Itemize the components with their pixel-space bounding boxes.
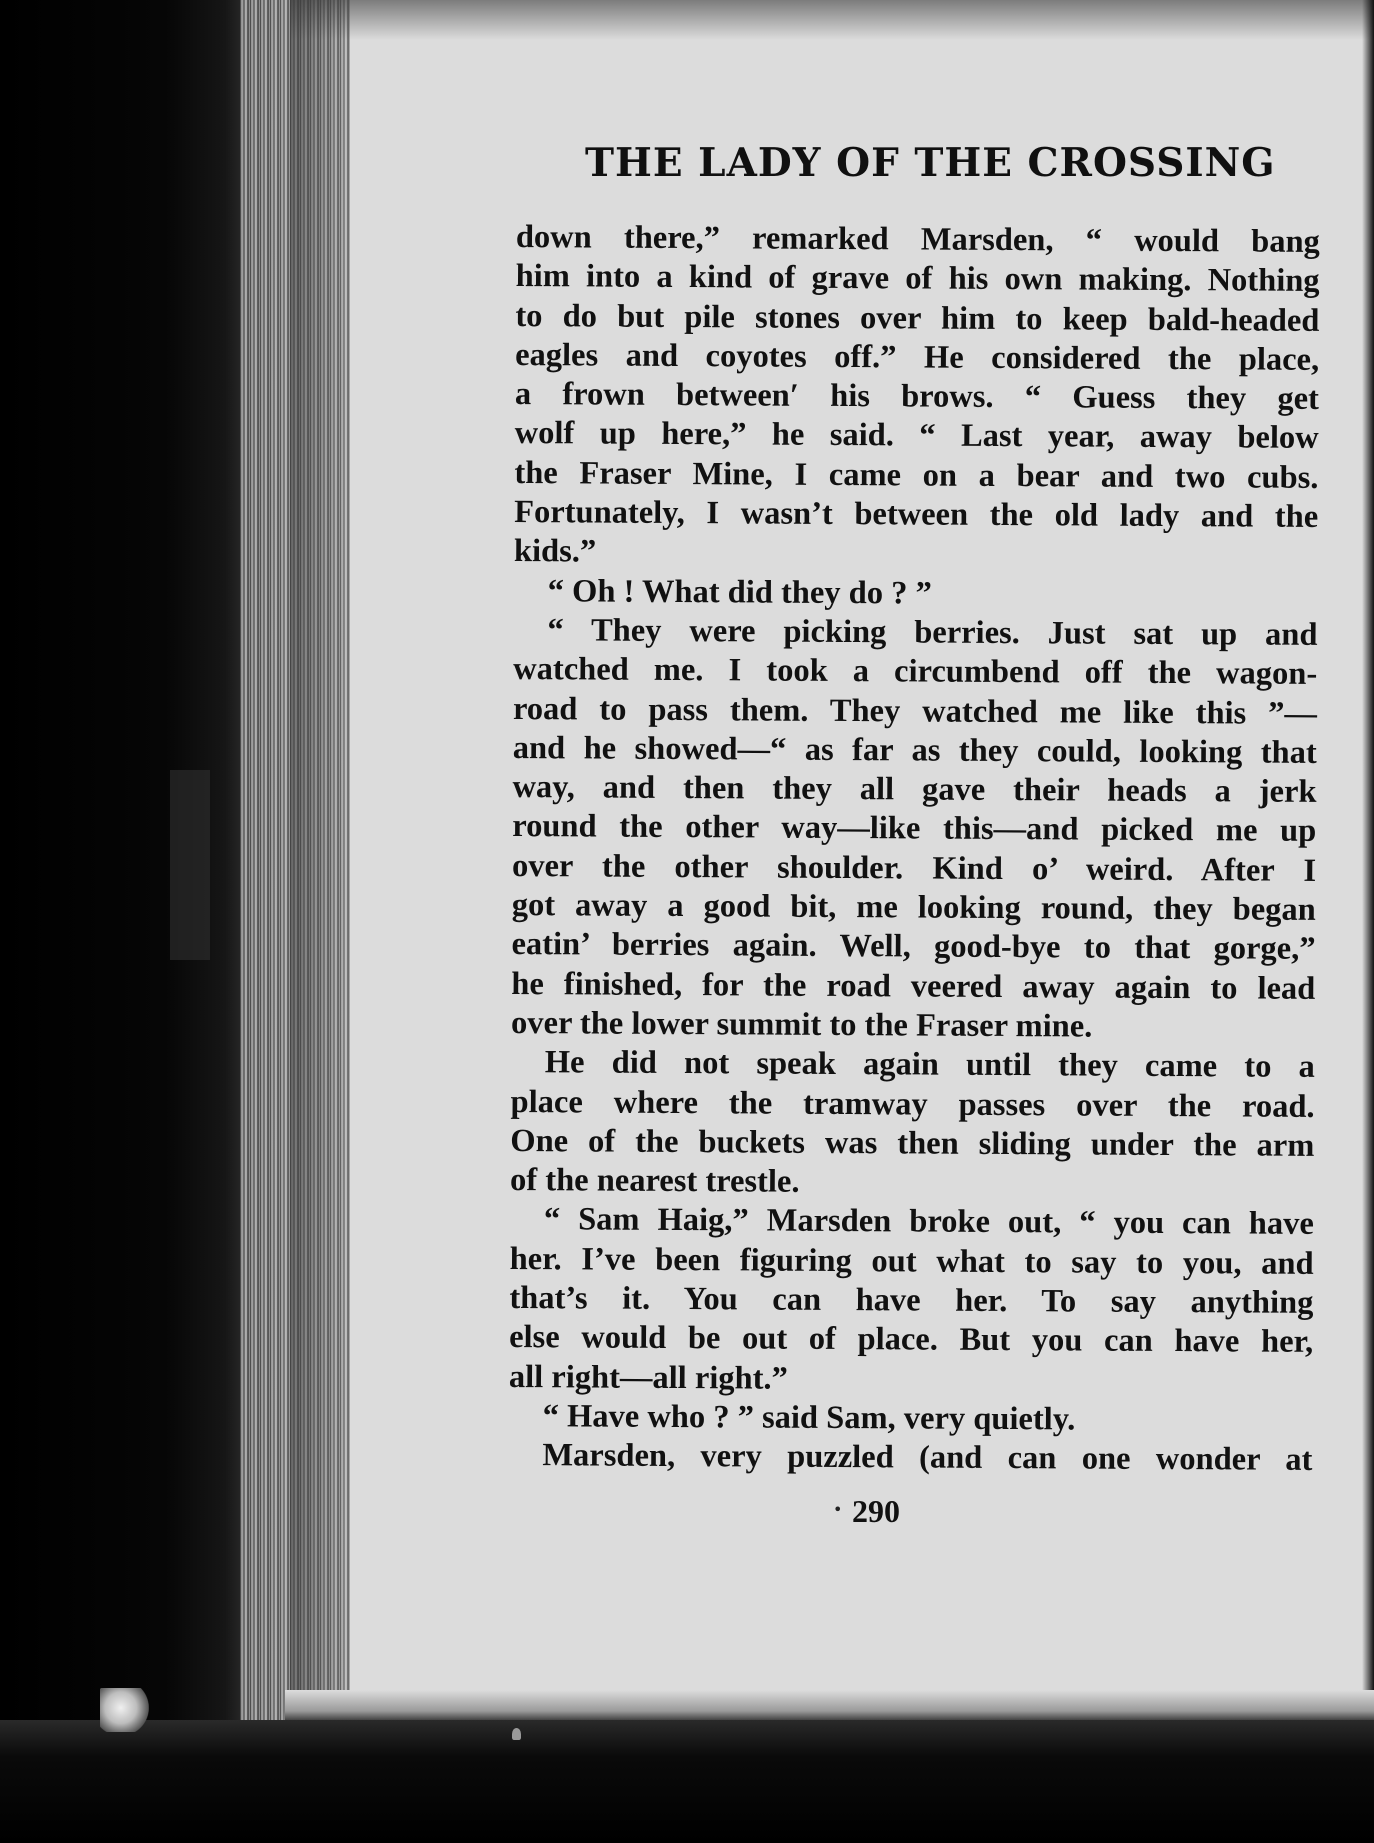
text-line: the Fraser Mine, I came on a bear and two cubs. <box>514 454 1319 496</box>
text-line: he finished, for the road veered away again to lead <box>511 965 1316 1007</box>
text-line: He did not speak again until they came to a <box>544 1044 1315 1086</box>
text-line: eagles and coyotes off.” He considered the place, <box>515 336 1320 378</box>
text-line: eatin’ berries again. Well, good-bye to that gorge,” <box>511 926 1316 968</box>
body-text <box>508 218 1320 1480</box>
text-line: round the other way—like this—and picked me up <box>512 808 1317 850</box>
top-edge-shadow <box>290 0 1374 40</box>
text-line: down there,” remarked Marsden, “ would bang <box>515 218 1320 260</box>
text-line: over the other shoulder. Kind o’ weird. After I <box>511 847 1317 889</box>
text-line: all right—all right.” <box>508 1358 788 1397</box>
text-line: way, and then they all gave their heads a jerk <box>512 769 1317 811</box>
text-line: Marsden, very puzzled (and can one wonder at <box>542 1437 1313 1479</box>
text-line: kids.” <box>513 533 597 570</box>
text-line: got away a good bit, me looking round, they began <box>511 887 1316 928</box>
text-line: watched me. I took a circumbend off the wagon- <box>513 651 1318 693</box>
folio-mark: • <box>833 1500 843 1519</box>
page-bottom-edge <box>285 1690 1374 1720</box>
text-line: “ Oh ! What did they do ? ” <box>547 572 932 612</box>
text-line: “ Sam Haig,” Marsden broke out, “ you can have <box>543 1201 1314 1243</box>
gutter-shadow <box>290 0 350 1720</box>
text-line: to do but pile stones over him to keep bald-headed <box>515 297 1320 339</box>
text-line: a frown between′ his brows. “ Guess they get <box>514 376 1320 418</box>
page-number: 290 <box>852 1493 900 1529</box>
text-line: One of the buckets was then sliding under the arm <box>510 1122 1315 1164</box>
text-line: wolf up here,” he said. “ Last year, away below <box>514 415 1319 457</box>
dust-speck <box>512 1728 521 1740</box>
text-line: that’s it. You can have her. To say anything <box>509 1279 1314 1321</box>
running-head: THE LADY OF THE CROSSING <box>585 140 1276 186</box>
text-line: else would be out of place. But you can have her, <box>509 1319 1314 1361</box>
text-line: road to pass them. They watched me like this ”— <box>512 690 1318 732</box>
text-line: of the nearest trestle. <box>510 1162 800 1200</box>
text-line: Fortunately, I wasn’t between the old lady and the <box>514 494 1319 535</box>
bottom-scanner-margin <box>0 1720 1374 1843</box>
text-line: “ They were picking berries. Just sat up and <box>547 612 1318 653</box>
right-edge-shadow <box>1362 0 1374 1720</box>
scan-artifact <box>100 1688 152 1732</box>
text-line: place where the tramway passes over the road. <box>510 1083 1315 1125</box>
text-line: and he showed—“ as far as they could, looking that <box>512 729 1317 771</box>
text-line: him into a kind of grave of his own making. Nothing <box>515 258 1320 300</box>
text-line: over the lower summit to the Fraser mine. <box>510 1004 1093 1045</box>
spine-smudge <box>170 770 210 960</box>
text-line: “ Have who ? ” said Sam, very quietly. <box>542 1398 1076 1438</box>
text-line: her. I’ve been figuring out what to say to you, and <box>509 1240 1314 1282</box>
